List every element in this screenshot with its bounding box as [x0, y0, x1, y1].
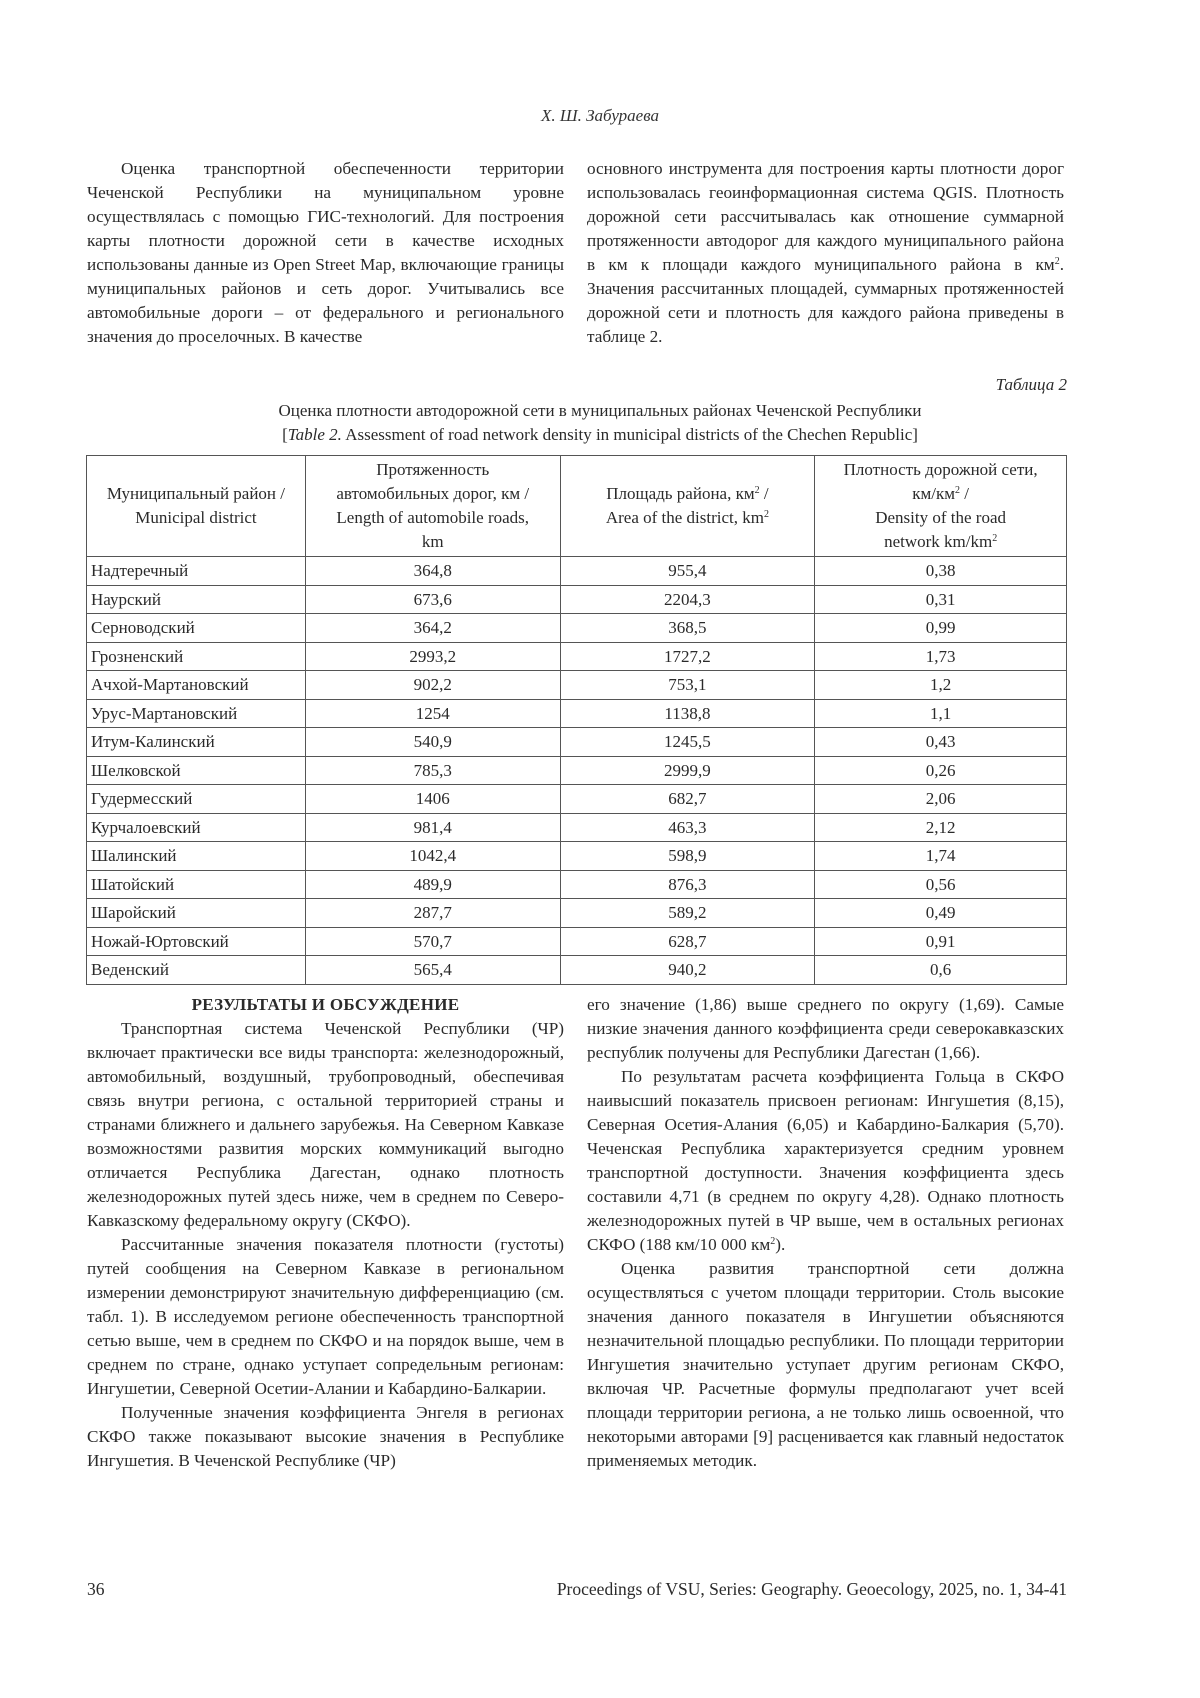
cell-district: Наурский	[87, 585, 306, 614]
cell-district: Веденский	[87, 956, 306, 985]
table-row	[87, 842, 1067, 871]
table-row	[87, 642, 1067, 671]
table-header-row	[87, 456, 1067, 557]
cell-district: Итум-Калинский	[87, 728, 306, 757]
intro-column-left	[87, 157, 564, 349]
cell-area: 463,3	[560, 813, 815, 842]
table-row	[87, 614, 1067, 643]
cell-district: Грозненский	[87, 642, 306, 671]
section-heading-results: РЕЗУЛЬТАТЫ И ОБСУЖДЕНИЕ	[191, 995, 460, 1014]
cell-length: 364,8	[305, 557, 560, 586]
header-length: Протяженность автомобильных дорог, км / Length of automobile roads, km	[305, 456, 560, 557]
table-row	[87, 785, 1067, 814]
cell-district: Шалинский	[87, 842, 306, 871]
cell-density: 0,26	[815, 756, 1067, 785]
cell-district: Надтеречный	[87, 557, 306, 586]
cell-density: 0,6	[815, 956, 1067, 985]
cell-area: 1727,2	[560, 642, 815, 671]
cell-area: 1138,8	[560, 699, 815, 728]
cell-length: 565,4	[305, 956, 560, 985]
cell-length: 489,9	[305, 870, 560, 899]
cell-length: 570,7	[305, 927, 560, 956]
cell-density: 0,38	[815, 557, 1067, 586]
cell-density: 1,74	[815, 842, 1067, 871]
cell-district: Серноводский	[87, 614, 306, 643]
cell-area: 940,2	[560, 956, 815, 985]
table-caption	[0, 399, 1200, 447]
cell-density: 1,1	[815, 699, 1067, 728]
cell-district: Урус-Мартановский	[87, 699, 306, 728]
table-row	[87, 899, 1067, 928]
cell-area: 876,3	[560, 870, 815, 899]
header-district: Муниципальный район / Municipal district	[87, 456, 306, 557]
table-row	[87, 585, 1067, 614]
cell-area: 598,9	[560, 842, 815, 871]
journal-citation: Proceedings of VSU, Series: Geography. Geoecology, 2025, no. 1, 34-41	[556, 1579, 1067, 1599]
table-row	[87, 671, 1067, 700]
cell-area: 2204,3	[560, 585, 815, 614]
cell-length: 540,9	[305, 728, 560, 757]
table-row	[87, 956, 1067, 985]
cell-density: 2,12	[815, 813, 1067, 842]
cell-length: 785,3	[305, 756, 560, 785]
cell-district: Шатойский	[87, 870, 306, 899]
cell-district: Гудермесский	[87, 785, 306, 814]
body-paragraph: По результатам расчета коэффициента Гольца в СКФО наивысший показатель присвоен регионам: Ингушетия (8,15), Северная Осетия-Алания (6,05) и Кабардино-Балкария (5,70). Чеченская Республика характеризуется средним уровнем транспортной доступности. Значения коэффициента здесь составили 4,71 (в среднем по округу 4,28). Однако плотность железнодорожных путей в ЧР выше, чем в остальных регионах СКФО (188 км/10 000 $км^2$).	[587, 1067, 1064, 1254]
body-paragraph-continued: его значение (1,86) выше среднего по округу (1,69). Самые низкие значения данного коэффициента среди северокавказских республик получены для Республики Дагестан (1,66).	[587, 995, 1064, 1062]
table-row	[87, 557, 1067, 586]
results-column-left	[87, 993, 564, 1473]
cell-area: 1245,5	[560, 728, 815, 757]
table-row	[87, 756, 1067, 785]
cell-area: 628,7	[560, 927, 815, 956]
body-paragraph: Полученные значения коэффициента Энгеля в регионах СКФО также показывают высокие значения в Республике Ингушетия. В Чеченской Республике (ЧР)	[87, 1403, 564, 1470]
body-paragraph: Транспортная система Чеченской Республики (ЧР) включает практически все виды транспорта: железнодорожный, автомобильный, воздушный, трубопроводный, обеспечивая связь внутри региона, с остальной территорией страны и странами ближнего и дальнего зарубежья. На Северном Кавказе возможностями развития морских коммуникаций выгодно отличается Республика Дагестан, однако плотность железнодорожных путей здесь ниже, чем в среднем по Северо-Кавказскому федеральному округу (СКФО).	[87, 1019, 564, 1230]
table-row	[87, 728, 1067, 757]
cell-density: 0,43	[815, 728, 1067, 757]
cell-district: Ножай-Юртовский	[87, 927, 306, 956]
cell-density: 2,06	[815, 785, 1067, 814]
cell-area: 368,5	[560, 614, 815, 643]
cell-length: 2993,2	[305, 642, 560, 671]
cell-density: 0,31	[815, 585, 1067, 614]
road-density-table	[86, 455, 1067, 985]
intro-column-right	[587, 157, 1064, 349]
cell-area: 753,1	[560, 671, 815, 700]
cell-density: 0,49	[815, 899, 1067, 928]
cell-district: Шаройский	[87, 899, 306, 928]
body-paragraph: Рассчитанные значения показателя плотности (густоты) путей сообщения на Северном Кавказе в региональном измерении демонстрируют значительную дифференциацию (см. табл. 1). В исследуемом регионе обеспеченность транспортной сетью выше, чем в среднем по СКФО и на порядок выше, чем в среднем по стране, однако уступает сопредельным регионам: Ингушетии, Северной Осетии-Алании и Кабардино-Балкарии.	[87, 1235, 564, 1398]
cell-district: Ачхой-Мартановский	[87, 671, 306, 700]
running-head-author: Х. Ш. Забураева	[541, 106, 659, 125]
cell-area: 2999,9	[560, 756, 815, 785]
header-area: Площадь района, $км^2$ / Area of the district, $km^2$	[560, 456, 815, 557]
cell-length: 287,7	[305, 899, 560, 928]
cell-area: 955,4	[560, 557, 815, 586]
table-caption-ru: Оценка плотности автодорожной сети в муниципальных районах Чеченской Республики	[278, 401, 922, 420]
cell-area: 682,7	[560, 785, 815, 814]
cell-district: Шелковской	[87, 756, 306, 785]
table-row	[87, 927, 1067, 956]
cell-density: 0,56	[815, 870, 1067, 899]
intro-paragraph-continued: основного инструмента для построения карты плотности дорог использовалась геоинформационная система QGIS. Плотность дорожной сети рассчитывалась как отношение суммарной протяженности автодорог для каждого муниципального района в км к площади каждого муниципального района в $км^2$. Значения рассчитанных площадей, суммарных протяженностей дорожной сети и плотность для каждого района приведены в таблице 2.	[587, 159, 1064, 346]
cell-length: 1254	[305, 699, 560, 728]
page-number: 36	[87, 1579, 105, 1599]
cell-length: 673,6	[305, 585, 560, 614]
cell-area: 589,2	[560, 899, 815, 928]
header-density: Плотность дорожной сети, $км/км^2$ / Density of the road network $km/km^2$	[815, 456, 1067, 557]
cell-length: 1042,4	[305, 842, 560, 871]
cell-density: 0,99	[815, 614, 1067, 643]
cell-length: 981,4	[305, 813, 560, 842]
table-label: Таблица 2	[995, 375, 1067, 394]
cell-district: Курчалоевский	[87, 813, 306, 842]
cell-density: 0,91	[815, 927, 1067, 956]
cell-density: 1,73	[815, 642, 1067, 671]
results-column-right	[587, 993, 1064, 1473]
table-caption-en: [Table 2. Assessment of road network density in municipal districts of the Chechen Republic]	[282, 425, 918, 444]
body-paragraph: Оценка развития транспортной сети должна осуществляться с учетом площади территории. Столь высокие значения данного показателя в Ингушетии объясняются незначительной площадью республики. По площади территории Ингушетия значительно уступает другим регионам СКФО, включая ЧР. Расчетные формулы предполагают учет всей площади территории региона, а не только лишь освоенной, что некоторыми авторами [9] расценивается как главный недостаток применяемых методик.	[587, 1259, 1064, 1470]
table-row	[87, 699, 1067, 728]
cell-length: 1406	[305, 785, 560, 814]
table-row	[87, 870, 1067, 899]
cell-density: 1,2	[815, 671, 1067, 700]
intro-paragraph: Оценка транспортной обеспеченности территории Чеченской Республики на муниципальном уровне осуществлялась с помощью ГИС-технологий. Для построения карты плотности дорожной сети в качестве исходных использованы данные из Open Street Map, включающие границы муниципальных районов и сеть дорог. Учитывались все автомобильные дороги – от федерального и регионального значения до проселочных. В качестве	[87, 159, 564, 346]
cell-length: 902,2	[305, 671, 560, 700]
cell-length: 364,2	[305, 614, 560, 643]
table-row	[87, 813, 1067, 842]
